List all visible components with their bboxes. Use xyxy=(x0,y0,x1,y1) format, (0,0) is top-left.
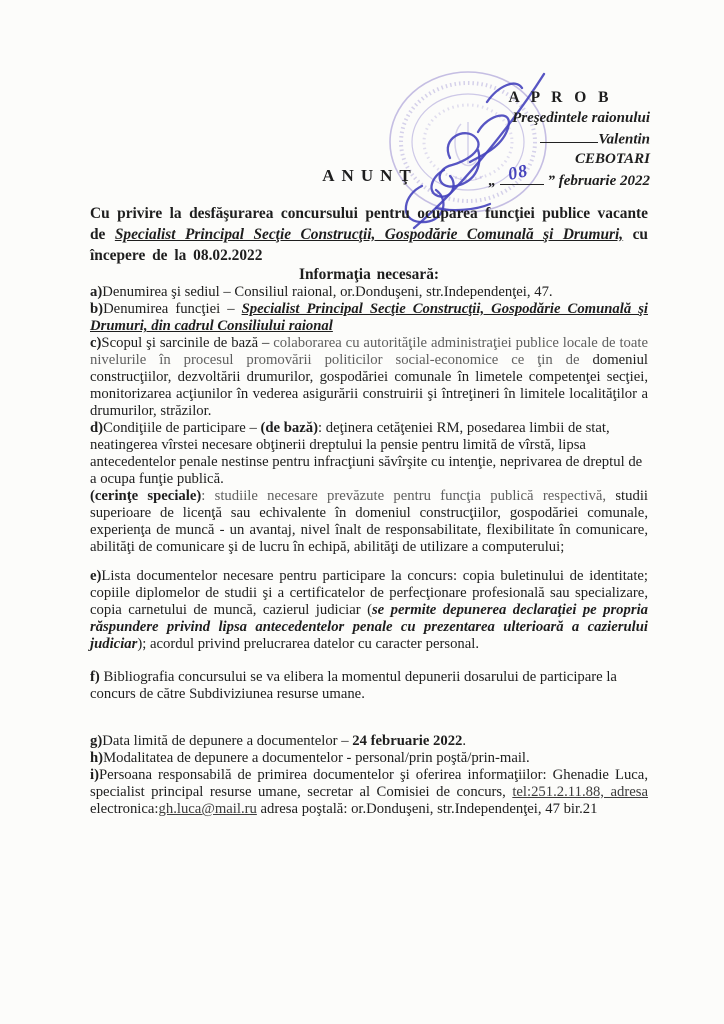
item-d-text-1: Condiţiile de participare – xyxy=(103,420,261,436)
item-c-label: c) xyxy=(90,335,102,351)
item-i-text-2: electronica: xyxy=(90,801,159,817)
document-title: ANUNŢ xyxy=(322,166,418,185)
handwritten-day: 08 xyxy=(505,160,530,185)
intro-text-1: Cu privire la desfăşurarea concursului pentru ocuparea funcţiei publice vacante de xyxy=(90,205,648,243)
item-a-text: Denumirea şi sediul – Consiliul raional, or.Donduşeni, str.Independenţei, 47. xyxy=(102,284,553,300)
signature-line xyxy=(540,128,598,143)
item-c-text-1: Scopul şi sarcinile de bază – xyxy=(101,335,274,351)
approver-role: Preşedintele raionului xyxy=(512,110,650,126)
item-d-bold: (de bază) xyxy=(260,420,319,436)
phone-link: tel:251.2.11.88, adresa xyxy=(512,784,648,800)
paragraph-g xyxy=(90,733,648,750)
paragraph-i xyxy=(90,767,648,818)
item-e-text-2: ); acordul privind prelucrarea datelor cu caracter personal. xyxy=(137,636,480,652)
approver-name-line xyxy=(475,128,650,169)
cerinte-label: (cerinţe speciale) xyxy=(90,488,202,504)
item-i-text-3: adresa poştală: or.Donduşeni, str.Independenţei, 47 bir.21 xyxy=(256,801,598,817)
item-g-text: Data limită de depunere a documentelor – xyxy=(102,733,353,749)
paragraph-cerinte xyxy=(90,488,648,556)
date-open-quote: „ xyxy=(488,173,496,190)
item-b-text: Denumirea funcţiei – xyxy=(103,301,242,317)
approver-name: Valentin CEBOTARI xyxy=(574,131,650,168)
info-heading: Informaţia necesară: xyxy=(298,266,440,283)
position-title-emphasis: Specialist Principal Secţie Construcţii, Gospodărie Comunală şi Drumuri, xyxy=(114,226,624,243)
paragraph-e xyxy=(90,568,648,653)
item-b-position-emphasis: Specialist Principal Secţie Construcţii, Gospodărie Comunală şi Drumuri, din cadrul Consiliului raional xyxy=(90,301,649,334)
item-c-text-3: domeniul construcţiilor, dezvoltării drumurilor, gospodăriei comunale în limetele competenţei secţiei, monitorizarea acţiunilor în vederea asigurării construirii şi întreţineri în limitele localităţilor a drumurilor, străzilor. xyxy=(90,352,648,419)
paragraph-a xyxy=(90,284,648,301)
deadline-date: 24 februarie 2022 xyxy=(352,733,463,749)
item-c-text-2: colaborarea cu autorităţile administraţiei publice locale de toate nivelurile în procesul promovării politicilor social-economice ce ţin de xyxy=(90,335,649,368)
item-h-text: Modalitatea de depunere a documentelor - personal/prin poştă/prin-mail. xyxy=(103,750,530,766)
aprob-heading: A P R O B xyxy=(508,89,613,106)
item-h-label: h) xyxy=(90,750,104,766)
paragraph-f xyxy=(90,669,648,703)
item-f-text: Bibliografia concursului se va elibera la momentul depunerii dosarului de participare la concurs de către Subdiviziunea resurse umane. xyxy=(90,669,617,702)
item-a-label: a) xyxy=(90,284,103,300)
item-d-text-2: : deţinera cetăţeniei RM, posedarea limbii de stat, neatingerea vîrstei necesare obţinerii dreptului la pensie pentru limită de vîrstă, lipsa antecedentelor penale nestinse pentru infracţiuni săvîrşite cu intenţie, neprivarea de dreptul de a ocupa funţie publică. xyxy=(90,420,643,487)
paragraph-b xyxy=(90,301,648,335)
item-i-label: i) xyxy=(90,767,99,783)
intro-text-2: cu începere de la 08.02.2022 xyxy=(90,226,648,264)
date-text: ” februarie 2022 xyxy=(547,173,650,190)
paragraph-d xyxy=(90,420,648,488)
item-g-label: g) xyxy=(90,733,103,749)
item-e-text-1: Lista documentelor necesare pentru participare la concurs: copia buletinului de identitate; copiile diplomelor de studii şi a certificatelor de perfecţionare profesională sau specializare, copia carnetului de muncă, cazierul judiciar ( xyxy=(90,568,648,618)
cerinte-text-1: : studiile necesare prevăzute pentru funcţia publică respectivă, xyxy=(201,488,616,504)
item-b-label: b) xyxy=(90,301,104,317)
item-i-text-1: Persoana responsabilă de primirea documentelor şi oferirea informaţiilor: Ghenadie Luca, specialist principal resurse umane, secretar al Comisiei de concurs, xyxy=(90,767,648,800)
intro-paragraph xyxy=(90,203,648,266)
item-e-italic-note: se permite depunerea declaraţiei pe propria răspundere privind lipsa antecedentelor penale cu prezentarea ulterioară a cazierului judiciar xyxy=(90,602,649,652)
item-f-label: f) xyxy=(90,669,100,685)
email-link: gh.luca@mail.ru xyxy=(158,801,257,817)
paragraph-c xyxy=(90,335,648,420)
document-body xyxy=(90,203,648,818)
cerinte-text-2: studii superioare de licenţă sau echivalente în domeniul construcţiilor, gospodăriei comunale, experienţa de muncă - un avantaj, nivel înalt de responsabilitate, flexibilitate în comunicare, abilităţi de comunicare şi de lucru în echipă, abilităţi de utilizare a computerului; xyxy=(90,488,648,555)
item-d-label: d) xyxy=(90,420,104,436)
item-g-end: . xyxy=(462,733,467,749)
paragraph-h xyxy=(90,750,648,767)
item-e-label: e) xyxy=(90,568,102,584)
